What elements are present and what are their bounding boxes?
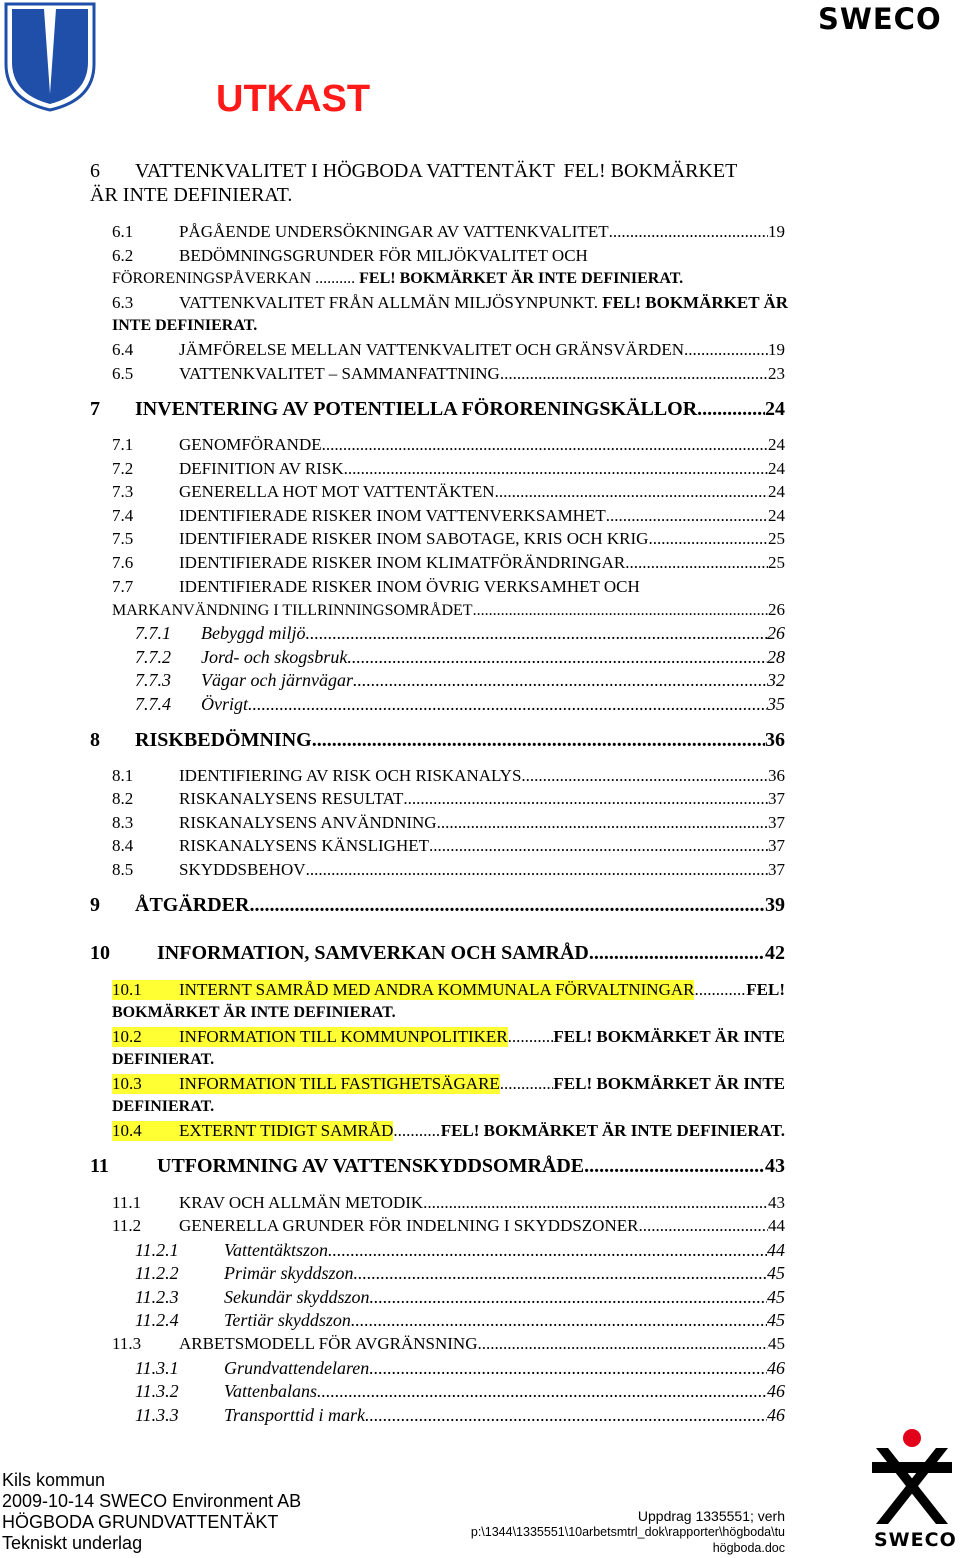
toc-entry-8-3[interactable]: 8.3 RISKANALYSENS ANVÄNDNING ..... 37 (112, 813, 785, 833)
footer-file-name: högboda.doc (712, 1541, 785, 1555)
toc-entry-10-1-cont: BOKMÄRKET ÄR INTE DEFINIERAT. (112, 1004, 396, 1021)
toc-entry-10[interactable]: 10 INFORMATION, SAMVERKAN OCH SAMRÅD ..... 42 (90, 942, 785, 965)
toc-entry-6-cont: ÄR INTE DEFINIERAT. (90, 184, 293, 206)
toc-entry-10-3-cont: DEFINIERAT. (112, 1098, 215, 1115)
toc-entry-7-2[interactable]: 7.2 DEFINITION AV RISK ..... 24 (112, 459, 785, 479)
toc-entry-11-2-1[interactable]: 11.2.1 Vattentäktszon ..... 44 (135, 1240, 785, 1261)
toc-entry-10-4[interactable]: 10.4 EXTERNT TIDIGT SAMRÅD ..... FEL! BOKMÄRKET ÄR INTE DEFINIERAT. (112, 1121, 785, 1141)
toc-entry-7-7-4[interactable]: 7.7.4 Övrigt ..... 35 (135, 694, 785, 715)
toc-entry-11-2[interactable]: 11.2 GENERELLA GRUNDER FÖR INDELNING I SKYDDSZONER ..... 44 (112, 1216, 785, 1236)
toc-entry-7-5[interactable]: 7.5 IDENTIFIERADE RISKER INOM SABOTAGE, KRIS OCH KRIG ..... 25 (112, 529, 785, 549)
toc-entry-6-4[interactable]: 6.4 JÄMFÖRELSE MELLAN VATTENKVALITET OCH GRÄNSVÄRDEN ..... 19 (112, 340, 785, 360)
toc-entry-10-1[interactable]: 10.1 INTERNT SAMRÅD MED ANDRA KOMMUNALA FÖRVALTNINGAR ..... FEL! (112, 980, 785, 1000)
toc-entry-11-3-2[interactable]: 11.3.2 Vattenbalans ..... 46 (135, 1381, 785, 1402)
footer-date-company: 2009-10-14 SWECO Environment AB (2, 1491, 302, 1511)
toc-entry-8[interactable]: 8 RISKBEDÖMNING ..... 36 (90, 729, 785, 752)
toc-entry-11-2-3[interactable]: 11.2.3 Sekundär skyddszon ..... 45 (135, 1287, 785, 1308)
toc-entry-6-3[interactable]: 6.3 VATTENKVALITET FRÅN ALLMÄN MILJÖSYNPUNKT. FEL! BOKMÄRKET ÄR (112, 293, 789, 312)
toc-entry-7-1[interactable]: 7.1 GENOMFÖRANDE ..... 24 (112, 435, 785, 455)
footer-file-path: p:\1344\1335551\10arbetsmtrl_dok\rapporter\högboda\tu (470, 1525, 785, 1539)
toc-entry-7-7-3[interactable]: 7.7.3 Vägar och järnvägar ..... 32 (135, 670, 785, 691)
toc-entry-11-2-4[interactable]: 11.2.4 Tertiär skyddszon ..... 45 (135, 1310, 785, 1331)
toc-entry-6[interactable]: 6 VATTENKVALITET I HÖGBODA VATTENTÄKT FEL! BOKMÄRKET (90, 160, 738, 182)
toc-entry-8-2[interactable]: 8.2 RISKANALYSENS RESULTAT ..... 37 (112, 789, 785, 809)
sweco-logo: SWECO (818, 2, 942, 36)
sweco-symbol-icon (866, 1428, 958, 1528)
toc-entry-11-3[interactable]: 11.3 ARBETSMODELL FÖR AVGRÄNSNING ..... 45 (112, 1334, 785, 1354)
toc-entry-7-6[interactable]: 7.6 IDENTIFIERADE RISKER INOM KLIMATFÖRÄNDRINGAR ..... 25 (112, 553, 785, 573)
footer-project: HÖGBODA GRUNDVATTENTÄKT (2, 1512, 279, 1532)
toc-entry-7-7-2[interactable]: 7.7.2 Jord- och skogsbruk ..... 28 (135, 647, 785, 668)
toc-entry-7-7[interactable]: 7.7 IDENTIFIERADE RISKER INOM ÖVRIG VERKSAMHET OCH (112, 577, 640, 596)
municipality-shield-logo (4, 2, 96, 112)
toc-entry-6-3-cont: INTE DEFINIERAT. (112, 317, 258, 334)
toc-entry-10-2-cont: DEFINIERAT. (112, 1051, 215, 1068)
toc-entry-10-2[interactable]: 10.2 INFORMATION TILL KOMMUNPOLITIKER ..... FEL! BOKMÄRKET ÄR INTE (112, 1027, 785, 1047)
draft-watermark-label: UTKAST (216, 78, 371, 120)
toc-entry-10-3[interactable]: 10.3 INFORMATION TILL FASTIGHETSÄGARE ..... FEL! BOKMÄRKET ÄR INTE (112, 1074, 785, 1094)
footer-assignment: Uppdrag 1335551; verh (637, 1508, 785, 1524)
toc-entry-6-2-cont: FÖRORENINGSPÅVERKAN .......... FEL! BOKMÄRKET ÄR INTE DEFINIERAT. (112, 270, 684, 287)
toc-entry-7[interactable]: 7 INVENTERING AV POTENTIELLA FÖRORENINGSKÄLLOR ..... 24 (90, 398, 785, 421)
toc-entry-11-1[interactable]: 11.1 KRAV OCH ALLMÄN METODIK ..... 43 (112, 1193, 785, 1213)
footer-doc-type: Tekniskt underlag (2, 1533, 143, 1553)
toc-entry-11[interactable]: 11 UTFORMNING AV VATTENSKYDDSOMRÅDE ..... 43 (90, 1155, 785, 1178)
toc-entry-6-5[interactable]: 6.5 VATTENKVALITET – SAMMANFATTNING ..... 23 (112, 364, 785, 384)
toc-entry-7-4[interactable]: 7.4 IDENTIFIERADE RISKER INOM VATTENVERKSAMHET ..... 24 (112, 506, 785, 526)
toc-entry-6-2[interactable]: 6.2 BEDÖMNINGSGRUNDER FÖR MILJÖKVALITET OCH (112, 246, 588, 265)
toc-entry-9[interactable]: 9 ÅTGÄRDER ..... 39 (90, 894, 785, 917)
toc-entry-7-7-1[interactable]: 7.7.1 Bebyggd miljö ..... 26 (135, 623, 785, 644)
footer-client: Kils kommun (2, 1470, 106, 1490)
toc-entry-7-3[interactable]: 7.3 GENERELLA HOT MOT VATTENTÄKTEN ..... 24 (112, 482, 785, 502)
toc-entry-8-1[interactable]: 8.1 IDENTIFIERING AV RISK OCH RISKANALYS ..... 36 (112, 766, 785, 786)
sweco-footer-wordmark: SWECO (874, 1529, 957, 1551)
toc-entry-8-4[interactable]: 8.4 RISKANALYSENS KÄNSLIGHET ..... 37 (112, 836, 785, 856)
toc-entry-11-3-1[interactable]: 11.3.1 Grundvattendelaren ..... 46 (135, 1358, 785, 1379)
toc-entry-7-7-cont: MARKANVÄNDNING I TILLRINNINGSOMRÅDET ..... 26 (112, 600, 785, 620)
toc-entry-8-5[interactable]: 8.5 SKYDDSBEHOV ..... 37 (112, 860, 785, 880)
toc-entry-11-3-3[interactable]: 11.3.3 Transporttid i mark ..... 46 (135, 1405, 785, 1426)
toc-entry-11-2-2[interactable]: 11.2.2 Primär skyddszon ..... 45 (135, 1263, 785, 1284)
toc-entry-6-1[interactable]: 6.1 PÅGÅENDE UNDERSÖKNINGAR AV VATTENKVALITET ..... 19 (112, 222, 785, 242)
sweco-footer-logo (866, 1428, 958, 1556)
